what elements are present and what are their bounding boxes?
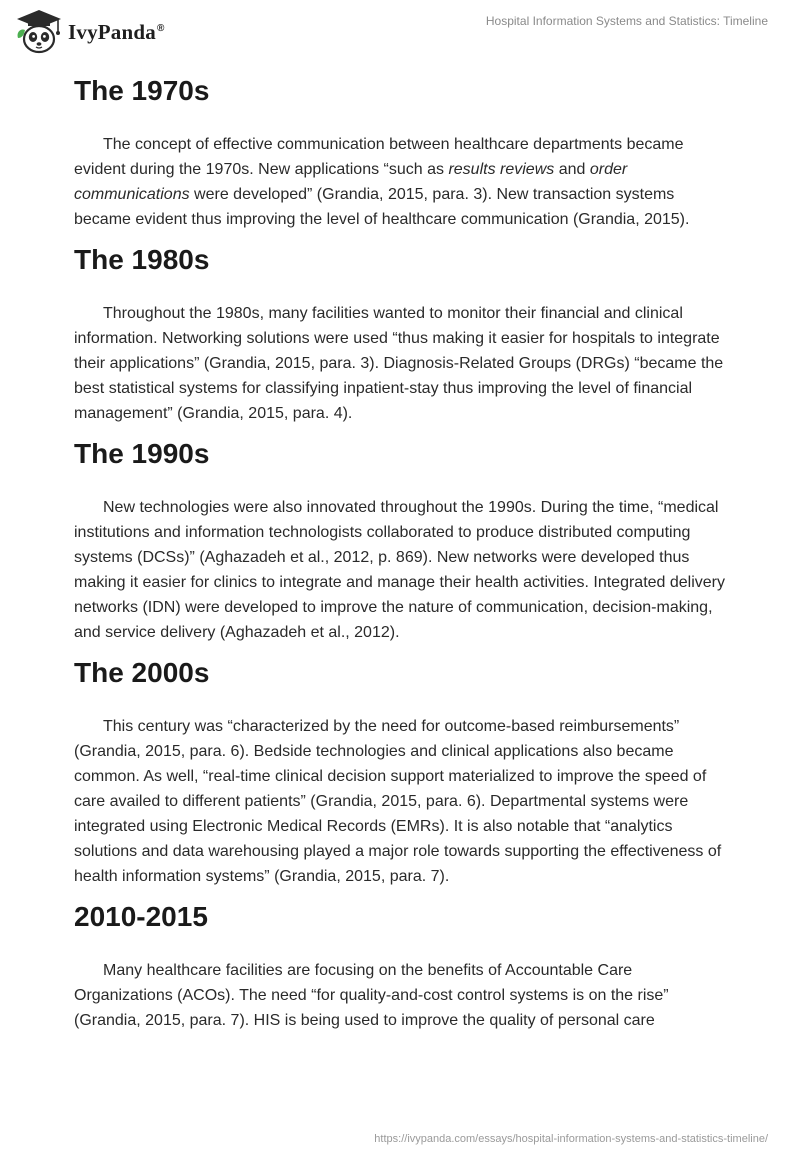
section-paragraph: Many healthcare facilities are focusing on the benefits of Accountable Care Organizations (ACOs). The need “for quality-and-cost control systems is on the rise” (Grandia, 2015, para. 7). HIS is being used to improve the quality of personal care xyxy=(74,962,669,1029)
panda-graduate-icon xyxy=(14,8,64,54)
document-title: Hospital Information Systems and Statistics: Timeline xyxy=(485,14,768,28)
section-heading: The 1970s xyxy=(74,75,210,106)
section-paragraph: New technologies were also innovated throughout the 1990s. During the time, “medical institutions and information technologists collaborated to produce distributed computing systems (DCSs)” (Aghazadeh et al., 2012, p. 869). New networks were developed thus making it easier for clinics to integrate and manage their health activities. Integrated delivery networks (IDN) were developed to improve the nature of communication, decision-making, and service delivery (Aghazadeh et al., 2012). xyxy=(74,499,726,641)
brand-name: IvyPanda® xyxy=(68,19,165,44)
section-paragraph: This century was “characterized by the need for outcome-based reimbursements” (Grandia, 2015, para. 6). Bedside technologies and clinical applications also became common. As well, “real-time clinical decision support materialized to improve the speed of care availed to different patients” (Grandia, 2015, para. 6). Departmental systems were integrated using Electronic Medical Records (EMRs). It is also notable that “analytics solutions and data warehousing played a major role towards supporting the effectiveness of health information systems” (Grandia, 2015, para. 7). xyxy=(74,718,722,885)
section-heading: The 1990s xyxy=(74,438,210,469)
essay-body xyxy=(74,72,734,1042)
section-heading: 2010-2015 xyxy=(74,901,208,932)
section-paragraph: Throughout the 1980s, many facilities wanted to monitor their financial and clinical information. Networking solutions were used “thus making it easier for hospitals to integrate their applications” (Grandia, 2015, para. 3). Diagnosis-Related Groups (DRGs) “became the best statistical systems for classifying inpatient-stay thus improving the level of financial management” (Grandia, 2015, para. 4). xyxy=(74,305,724,422)
page-header xyxy=(0,0,800,60)
brand-logo[interactable] xyxy=(14,8,165,54)
section-heading: The 1980s xyxy=(74,244,210,275)
source-url[interactable]: https://ivypanda.com/essays/hospital-information-systems-and-statistics-timeline/ xyxy=(374,1133,768,1145)
section-heading: The 2000s xyxy=(74,657,210,688)
section-paragraph: The concept of effective communication between healthcare departments became evident during the 1970s. New applications “such as results reviews and order communications were developed” (Grandia, 2015, para. 3). New transaction systems became evident thus improving the level of healthcare communication (Grandia, 2015). xyxy=(74,136,690,228)
